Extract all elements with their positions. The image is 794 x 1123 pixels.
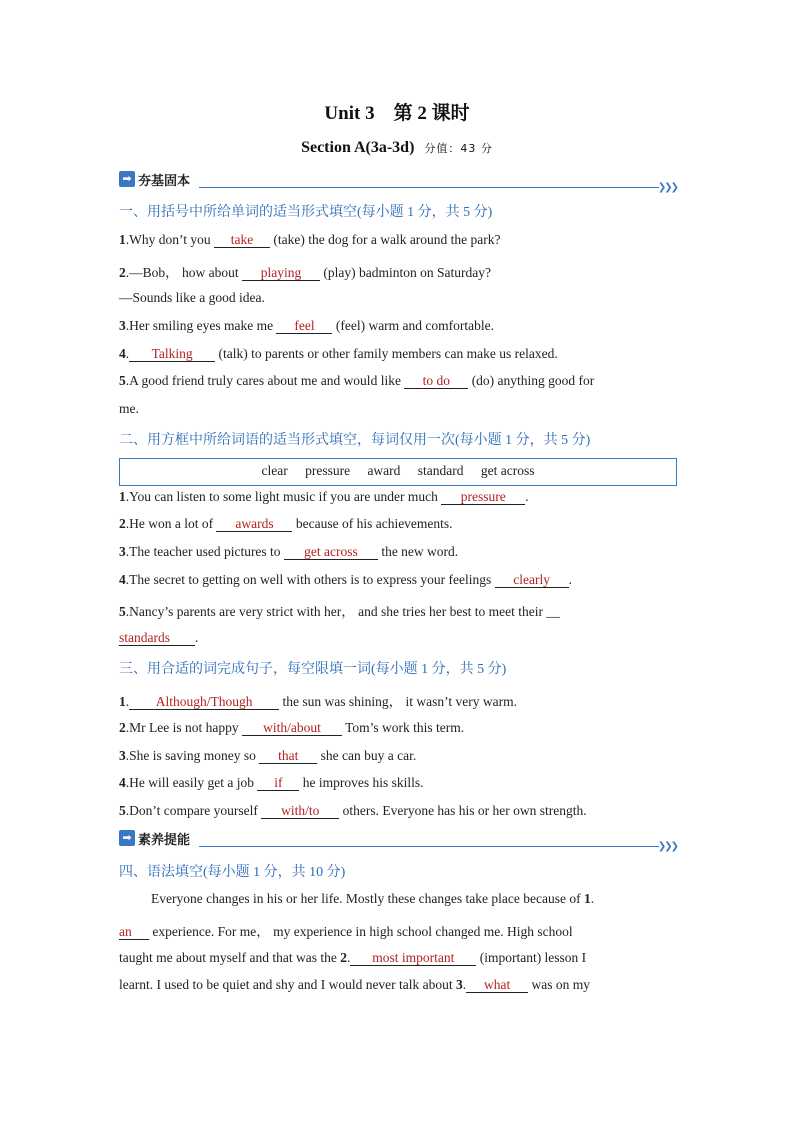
item-text: .	[195, 630, 199, 645]
item-text: .Her smiling eyes make me	[125, 318, 277, 333]
item-text: (feel) warm and comfortable.	[332, 318, 495, 333]
divider	[199, 187, 659, 188]
item-number: 1	[119, 232, 126, 247]
word-bank-item: clear	[261, 463, 288, 478]
passage-text: taught me about myself and that was the	[119, 950, 341, 965]
part3-heading-text: 三、用合适的词完成句子，每空限填一词	[119, 661, 371, 677]
passage-line-3	[119, 950, 677, 966]
score-label: 分值：43 分	[424, 142, 493, 155]
answer-blank: with/about	[242, 721, 342, 736]
part2-item-5	[119, 600, 560, 620]
item-text: me.	[119, 401, 139, 416]
part2-item-1	[119, 489, 529, 505]
part3-points: (每小题 1 分，共 5 分)	[371, 662, 507, 677]
part1-heading-text: 一、用括号中所给单词的适当形式填空	[119, 204, 357, 220]
part4-heading-text: 四、语法填空	[119, 864, 203, 880]
answer-blank: get across	[284, 545, 378, 560]
item-text: the sun was shining， it wasn’t very warm.	[279, 694, 517, 709]
item-text: the new word.	[377, 544, 459, 559]
section-bar-label: 夯基固本	[138, 173, 191, 189]
section-bar-advanced	[119, 829, 677, 852]
part2-points: (每小题 1 分，共 5 分)	[455, 433, 591, 448]
passage-line-2	[119, 920, 677, 940]
answer-blank: most important	[350, 951, 476, 966]
part1-item-4	[119, 346, 558, 362]
double-chevron-icon: ❯❯❯	[657, 182, 677, 193]
answer-blank: awards	[216, 517, 292, 532]
item-text: (talk) to parents or other family members can make us relaxed.	[215, 346, 558, 361]
item-text: .The teacher used pictures to	[125, 544, 284, 559]
answer-blank: standards	[119, 631, 195, 646]
answer-blank: pressure	[441, 490, 525, 505]
item-number: 2	[119, 516, 126, 531]
item-text: .Why don’t you	[125, 232, 214, 247]
answer-blank: to do	[404, 374, 468, 389]
item-text: she can buy a car.	[317, 748, 417, 763]
section-bar-basic	[119, 170, 677, 193]
item-number: 4	[119, 775, 126, 790]
answer-blank: what	[466, 978, 528, 993]
item-number: 3	[119, 748, 126, 763]
divider	[199, 846, 659, 847]
passage-line-4	[119, 977, 677, 993]
item-text: .	[125, 346, 130, 361]
item-text: .A good friend truly cares about me and would like	[125, 373, 405, 388]
item-number: 5	[119, 604, 126, 619]
item-text: .Mr Lee is not happy	[125, 720, 242, 735]
part3-item-4	[119, 775, 423, 791]
answer-blank: clearly	[495, 573, 569, 588]
item-text: —Sounds like a good idea.	[119, 290, 265, 305]
double-chevron-icon: ❯❯❯	[657, 841, 677, 852]
item-number: 5	[119, 373, 126, 388]
part1-item-5-cont	[119, 401, 139, 417]
item-number: 5	[119, 803, 126, 818]
item-text: .—Bob， how about	[125, 265, 242, 280]
part2-item-5-cont	[119, 630, 198, 646]
item-number: 3	[119, 544, 126, 559]
arrow-icon: ➡	[119, 830, 135, 846]
passage-text: experience. For me， my experience in high school changed me. High school	[149, 924, 573, 939]
passage-text: learnt. I used to be quiet and shy and I would never talk about	[119, 977, 457, 992]
part4-heading	[119, 861, 345, 881]
item-text: .She is saving money so	[125, 748, 260, 763]
part1-points: (每小题 1 分，共 5 分)	[357, 205, 493, 220]
item-text: .You can listen to some light music if you are under much	[125, 489, 442, 504]
passage-text: .	[462, 977, 467, 992]
part4-points: (每小题 1 分，共 10 分)	[203, 865, 346, 880]
part1-item-1	[119, 232, 501, 248]
item-number: 1	[119, 489, 126, 504]
word-bank-item: pressure	[305, 463, 351, 478]
part2-item-4	[119, 572, 572, 588]
item-text: .He won a lot of	[125, 516, 217, 531]
item-text: .He will easily get a job	[125, 775, 258, 790]
blank-number: 2	[340, 950, 347, 965]
part3-item-3	[119, 748, 416, 764]
item-number: 4	[119, 346, 126, 361]
passage-text: .	[590, 891, 595, 906]
part1-heading	[119, 201, 492, 221]
item-number: 3	[119, 318, 126, 333]
part2-heading	[119, 429, 590, 449]
item-number: 2	[119, 265, 126, 280]
part2-item-2	[119, 516, 453, 532]
word-bank-box	[119, 458, 677, 486]
word-bank-item: standard	[417, 463, 464, 478]
item-text: (play) badminton on Saturday?	[320, 265, 491, 280]
answer-blank: that	[259, 749, 317, 764]
item-text: .Don’t compare yourself	[125, 803, 262, 818]
passage-text: Everyone changes in his or her life. Mostly these changes take place because of	[151, 891, 584, 906]
section-label: Section A(3a-3d)	[301, 139, 415, 156]
answer-blank: Although/Though	[129, 695, 279, 710]
item-text: (do) anything good for	[468, 373, 595, 388]
item-text: (take) the dog for a walk around the park?	[270, 232, 501, 247]
answer-blank: if	[257, 776, 299, 791]
answer-blank: with/to	[261, 804, 339, 819]
item-text: .	[125, 694, 130, 709]
passage-text: .	[346, 950, 351, 965]
answer-blank: an	[119, 925, 149, 940]
passage-text: (important) lesson I	[476, 950, 587, 965]
blank-number: 3	[456, 977, 463, 992]
answer-blank: Talking	[129, 347, 215, 362]
item-text: Tom’s work this term.	[341, 720, 465, 735]
item-text: .The secret to getting on well with others is to express your feelings	[125, 572, 495, 587]
part1-item-3	[119, 318, 494, 334]
item-text: .Nancy’s parents are very strict with her， and she tries her best to meet their __	[125, 604, 560, 619]
passage-text: was on my	[528, 977, 591, 992]
answer-blank: feel	[276, 319, 332, 334]
part1-item-2	[119, 261, 491, 281]
blank-number: 1	[583, 891, 591, 906]
part3-item-5	[119, 803, 587, 819]
part2-heading-text: 二、用方框中所给词语的适当形式填空，每词仅用一次	[119, 432, 455, 448]
part1-item-2-reply	[119, 290, 265, 306]
part3-item-1	[119, 690, 517, 710]
item-number: 2	[119, 720, 126, 735]
section-bar-label: 素养提能	[138, 832, 191, 848]
page-subtitle	[0, 139, 794, 157]
item-text: .	[568, 572, 573, 587]
part3-heading	[119, 658, 506, 678]
item-text: others. Everyone has his or her own strength.	[339, 803, 587, 818]
item-text: .	[525, 489, 529, 504]
part1-item-5	[119, 373, 594, 389]
word-bank-item: award	[367, 463, 401, 478]
word-bank-item: get across	[480, 463, 535, 478]
part3-item-2	[119, 720, 464, 736]
item-number: 4	[119, 572, 126, 587]
item-text: he improves his skills.	[299, 775, 424, 790]
arrow-icon: ➡	[119, 171, 135, 187]
page-title: Unit 3 第 2 课时	[324, 103, 470, 124]
item-text: because of his achievements.	[292, 516, 453, 531]
item-number: 1	[119, 694, 126, 709]
answer-blank: take	[214, 233, 270, 248]
passage-line-1	[151, 891, 677, 907]
answer-blank: playing	[242, 266, 320, 281]
part2-item-3	[119, 544, 458, 560]
